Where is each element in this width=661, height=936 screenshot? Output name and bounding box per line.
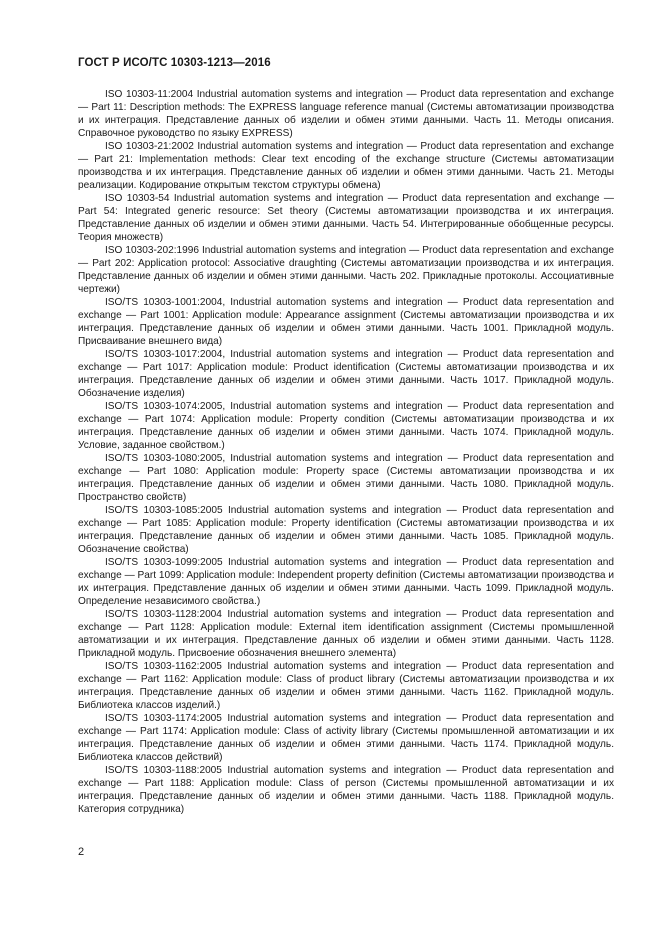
reference-entry: ISO 10303-21:2002 Industrial automation systems and integration — Product data representation and exchange — Part 21: Implementation methods: Clear text encoding of the exchange structure (Системы автоматизации производства и их интеграция. Представление данных об изделии и обмен этими данными. Часть 21. Методы реализации. Кодирование открытым текстом структуры обмена): [78, 141, 614, 191]
reference-entry: ISO/TS 10303-1099:2005 Industrial automation systems and integration — Product data representation and exchange — Part 1099: Application module: Independent property definition (Системы автоматизации производства и их интеграция. Представление данных об изделии и обмен этими данными. Часть 1099. Прикладной модуль. Определение независимого свойства.): [78, 557, 614, 607]
reference-entry: ISO/TS 10303-1128:2004 Industrial automation systems and integration — Product data representation and exchange — Part 1128: Application module: External item identification assignment (Системы промышленной автоматизации и их интеграция. Представление данных об изделии и обмен этими данными. Часть 1128. Прикладной модуль. Присвоение обозначения внешнего элемента): [78, 609, 614, 659]
reference-entry: ISO 10303-202:1996 Industrial automation systems and integration — Product data representation and exchange — Part 202: Application protocol: Associative draughting (Системы автоматизации производства и их интеграция. Представление данных об изделии и обмен этими данными. Часть 202. Прикладные протоколы. Ассоциативные чертежи): [78, 245, 614, 295]
reference-entry: ISO/TS 10303-1085:2005 Industrial automation systems and integration — Product data representation and exchange — Part 1085: Application module: Property identification (Системы автоматизации производства и их интеграция. Представление данных об изделии и обмен этими данными. Часть 1085. Прикладной модуль. Обозначение свойства): [78, 505, 614, 555]
reference-entry: ISO/TS 10303-1188:2005 Industrial automation systems and integration — Product data representation and exchange — Part 1188: Application module: Class of person (Системы промышленной автоматизации и их интеграция. Представление данных об изделии и обмен этими данными. Часть 1188. Прикладной модуль. Категория сотрудника): [78, 765, 614, 815]
document-header: ГОСТ Р ИСО/ТС 10303-1213—2016: [78, 57, 271, 69]
reference-entry: ISO/TS 10303-1080:2005, Industrial automation systems and integration — Product data representation and exchange — Part 1080: Application module: Property space (Системы автоматизации производства и их интеграция. Представление данных об изделии и обмен этими данными. Часть 1080. Прикладной модуль. Пространство свойств): [78, 453, 614, 503]
reference-entry: ISO/TS 10303-1174:2005 Industrial automation systems and integration — Product data representation and exchange — Part 1174: Application module: Class of activity library (Системы промышленной автоматизации и их интеграция. Представление данных об изделии и обмен этими данными. Часть 1174. Прикладной модуль. Библиотека классов действий): [78, 713, 614, 763]
reference-entry: ISO/TS 10303-1074:2005, Industrial automation systems and integration — Product data representation and exchange — Part 1074: Application module: Property condition (Системы автоматизации производства и их интеграция. Представление данных об изделии и обмен этими данными. Часть 1074. Прикладной модуль. Условие, заданное свойством.): [78, 401, 614, 451]
reference-entry: ISO 10303-54 Industrial automation systems and integration — Product data representation and exchange — Part 54: Integrated generic resource: Set theory (Системы автоматизации производства и их интеграция. Представление данных об изделии и обмен этими данными. Часть 54. Интегрированные обобщенные ресурсы. Теория множеств): [78, 193, 614, 243]
references-list: [78, 88, 614, 816]
reference-entry: ISO 10303-11:2004 Industrial automation systems and integration — Product data representation and exchange — Part 11: Description methods: The EXPRESS language reference manual (Системы автоматизации производства и их интеграция. Представление данных об изделии и обмен этими данными. Часть 11. Методы описания. Справочное руководство по языку EXPRESS): [78, 89, 614, 139]
page-number: 2: [78, 846, 85, 858]
reference-entry: ISO/TS 10303-1017:2004, Industrial automation systems and integration — Product data representation and exchange — Part 1017: Application module: Product identification (Системы автоматизации производства и их интеграция. Представление данных об изделии и обмен этими данными. Часть 1017. Прикладной модуль. Обозначение изделия): [78, 349, 614, 399]
reference-entry: ISO/TS 10303-1001:2004, Industrial automation systems and integration — Product data representation and exchange — Part 1001: Application module: Appearance assignment (Системы автоматизации производства и их интеграция. Представление данных об изделии и обмен этими данными. Часть 1001. Прикладной модуль. Присваивание внешнего вида): [78, 297, 614, 347]
reference-entry: ISO/TS 10303-1162:2005 Industrial automation systems and integration — Product data representation and exchange — Part 1162: Application module: Class of product library (Системы автоматизации производства и их интеграция. Представление данных об изделии и обмен этими данными. Часть 1162. Прикладной модуль. Библиотека классов изделий.): [78, 661, 614, 711]
